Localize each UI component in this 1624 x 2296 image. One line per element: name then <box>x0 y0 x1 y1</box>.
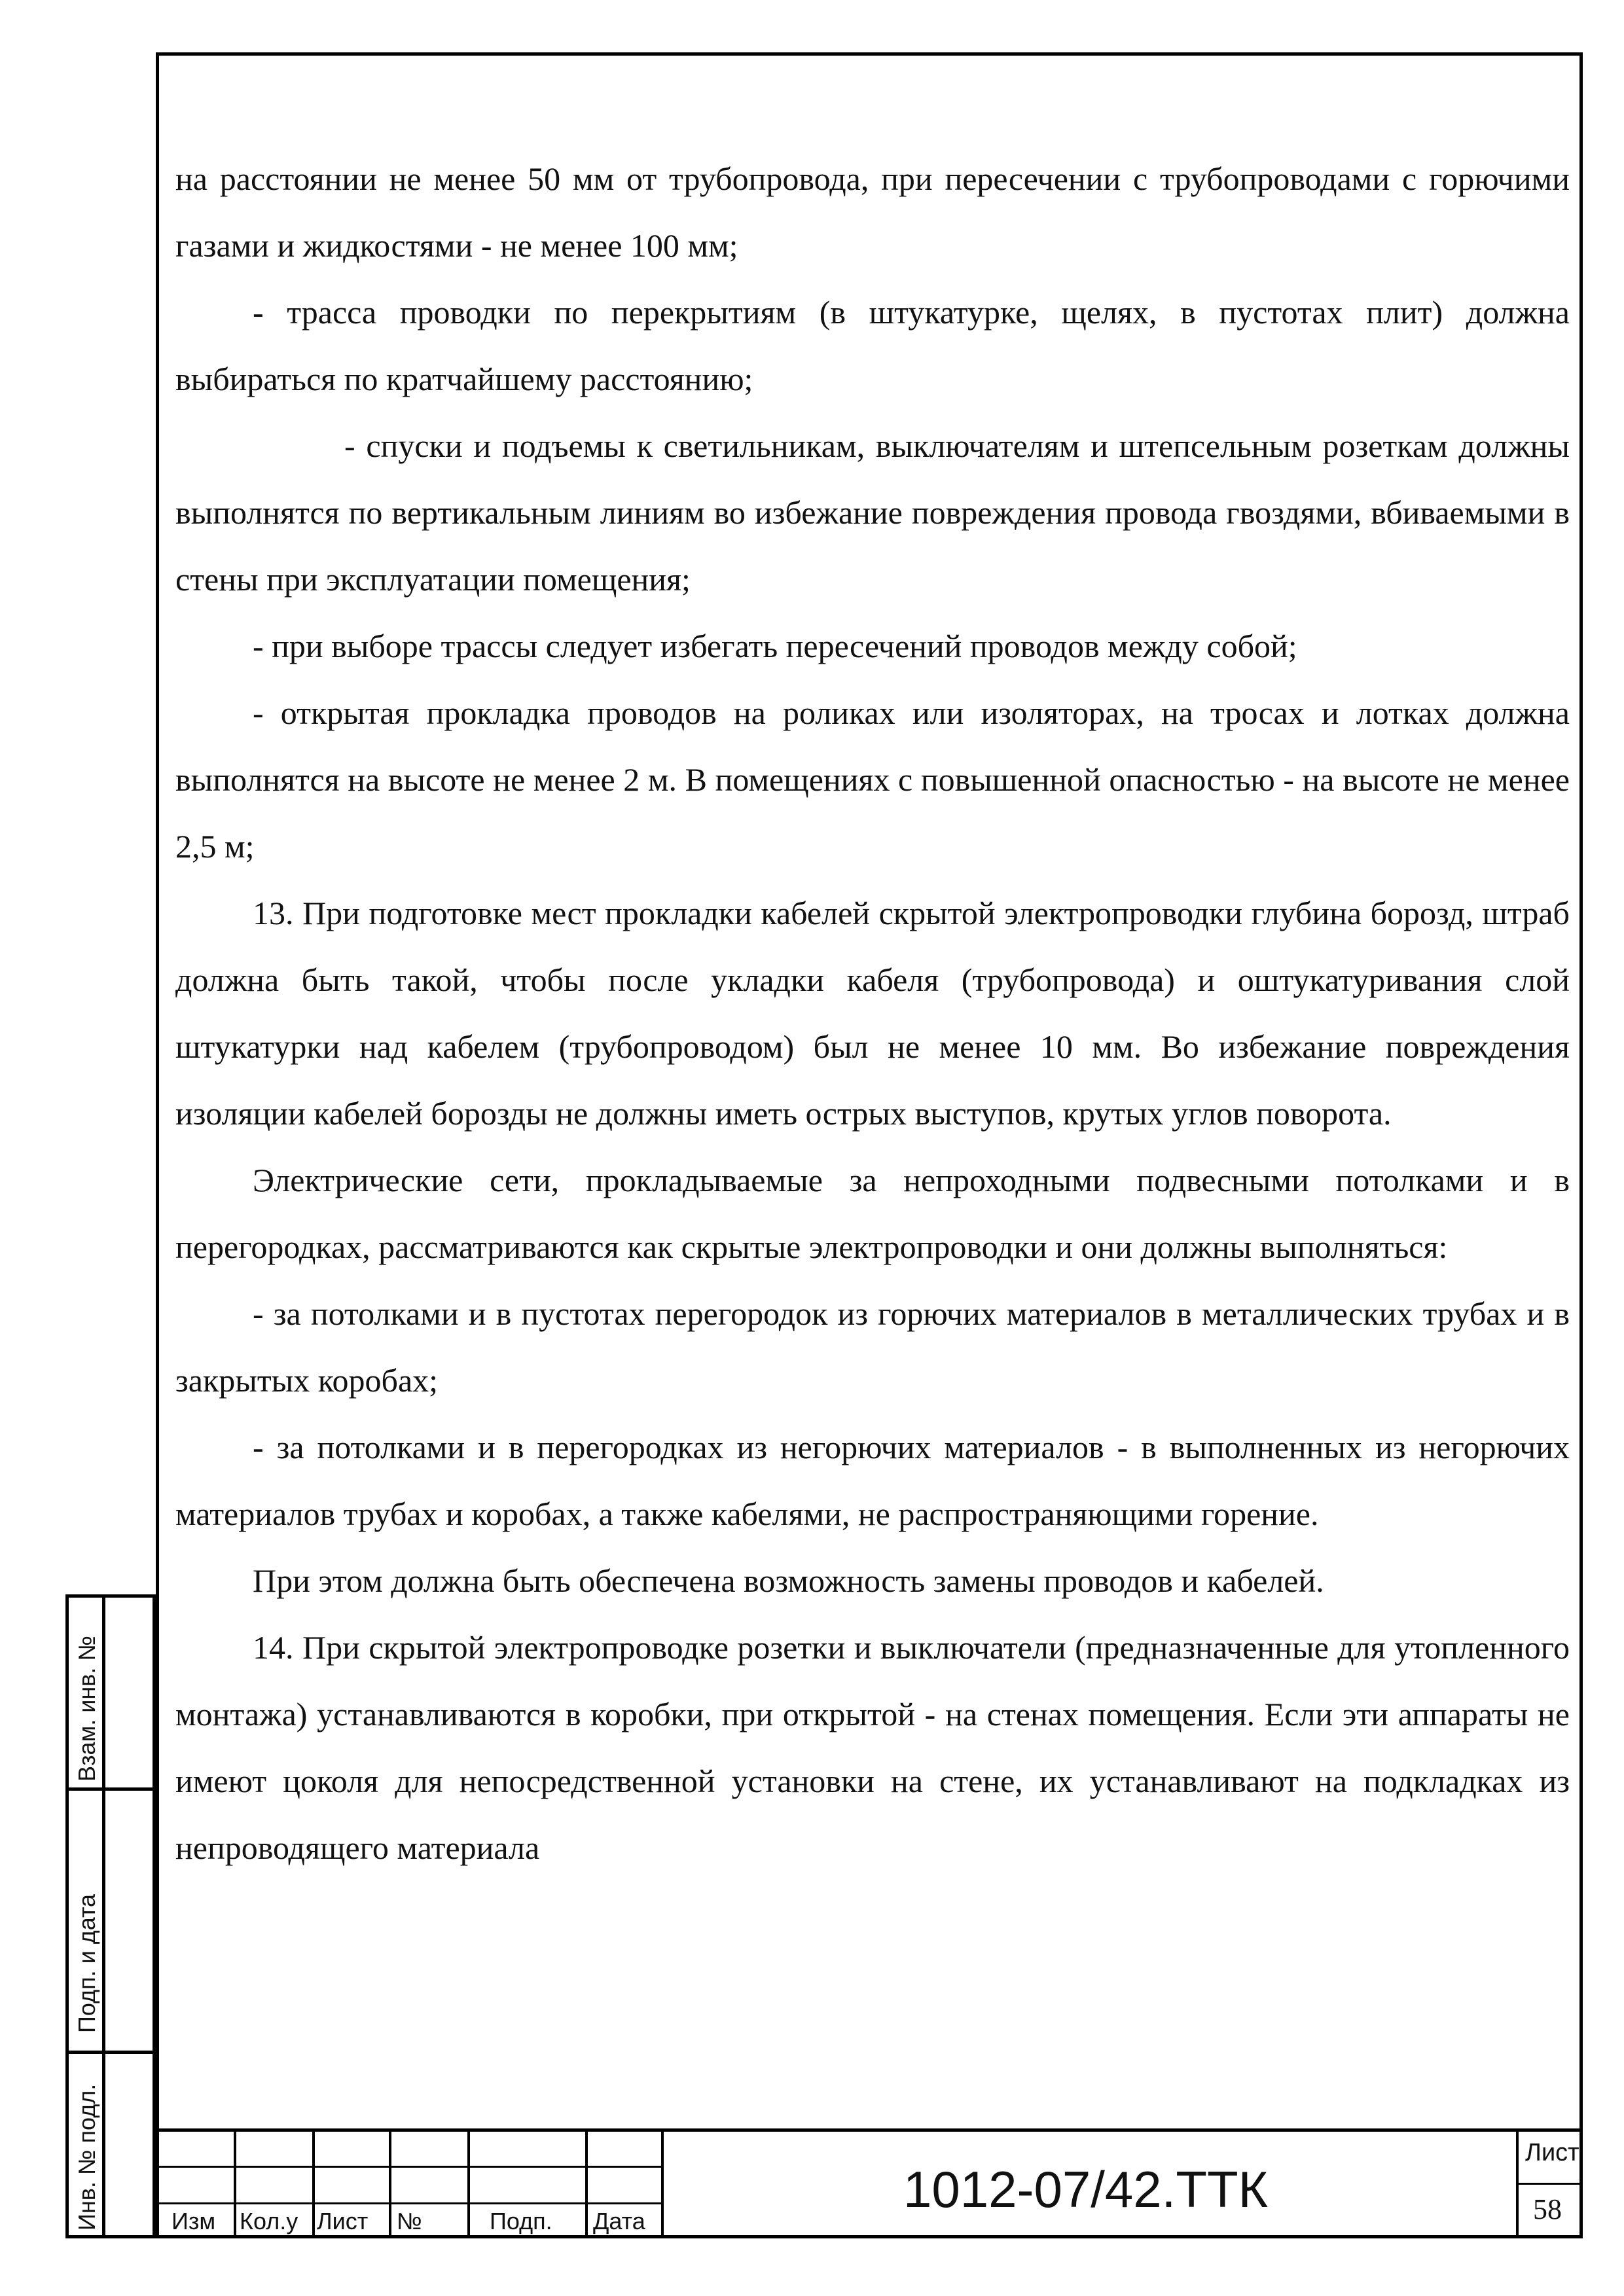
vzam-inv-label: Взам. инв. № <box>73 1635 100 1782</box>
paragraph: 13. При подготовке мест прокладки кабелей скрытой электропроводки глубина борозд, штраб должна быть такой, чтобы после укладки кабеля (трубопровода) и оштукатуривания слой штукатурки над кабелем (трубопроводом) был не менее 10 мм. Во избежание повреждения изоляции кабелей борозды не должны иметь острых выступов, крутых углов поворота. <box>175 895 1570 1132</box>
tb-hline <box>156 2166 661 2168</box>
header-izm: Изм <box>171 2208 216 2234</box>
paragraph: - за потолками и в пустотах перегородок из горючих материалов в металлических трубах и в закрытых коробах; <box>175 1295 1570 1399</box>
tb-vline <box>389 2132 391 2238</box>
sheet-label: Лист <box>1525 2139 1579 2166</box>
tb-vline <box>467 2132 470 2238</box>
paragraph: - за потолками и в перегородках из негорючих материалов - в выполненных из негорючих материалов трубах и коробах, а также кабелями, не распространяющими горение. <box>175 1429 1570 1532</box>
header-data: Дата <box>593 2208 645 2234</box>
tb-vline <box>312 2132 315 2238</box>
tb-vline <box>585 2132 588 2238</box>
side-divider <box>69 1787 153 1791</box>
tb-hline <box>1516 2183 1580 2185</box>
title-block <box>156 2128 1583 2238</box>
tb-vline <box>234 2132 236 2238</box>
tb-vline <box>661 2132 664 2238</box>
paragraph: 14. При скрытой электропроводке розетки и выключатели (предназначенные для утопленного монтажа) устанавливаются в коробки, при открытой - на стенах помещения. Если эти аппараты не имеют цоколя для непосредственной установки на стене, их устанавливают на подкладках из непроводящего материала <box>175 1629 1570 1866</box>
paragraph: - открытая прокладка проводов на роликах или изоляторах, на тросах и лотках должна выполнятся на высоте не менее 2 м. В помещениях с повышенной опасностью - на высоте не менее 2,5 м; <box>175 694 1570 865</box>
document-code: 1012-07/42.ТТК <box>903 2161 1269 2218</box>
paragraph: на расстоянии не менее 50 мм от трубопровода, при пересечении с трубопроводами с горючими газами и жидкостями - не менее 100 мм; <box>175 160 1570 264</box>
header-kolu: Кол.у <box>240 2208 298 2234</box>
sheet-number: 58 <box>1533 2193 1562 2225</box>
paragraph: - спуски и подъемы к светильникам, выключателям и штепсельным розеткам должны выполнятся по вертикальным линиям во избежание повреждения провода гвоздями, вбиваемыми в стены при эксплуатации помещения; <box>175 427 1570 598</box>
body-text <box>175 145 1570 1881</box>
inv-podl-label: Инв. № подл. <box>73 2083 100 2231</box>
paragraph: Электрические сети, прокладываемые за непроходными подвесными потолками и в перегородках, рассматриваются как скрытые электропроводки и они должны выполняться: <box>175 1162 1570 1265</box>
paragraph: При этом должна быть обеспечена возможность замены проводов и кабелей. <box>253 1562 1324 1599</box>
header-num: № <box>397 2208 422 2234</box>
tb-hline <box>156 2202 661 2204</box>
header-list: Лист <box>317 2208 369 2234</box>
tb-vline <box>1516 2132 1519 2238</box>
paragraph: - трасса проводки по перекрытиям (в штукатурке, щелях, в пустотах плит) должна выбираться по кратчайшему расстоянию; <box>175 294 1570 397</box>
paragraph: - при выборе трассы следует избегать пересечений проводов между собой; <box>253 628 1297 664</box>
side-divider <box>69 2051 153 2054</box>
podp-data-label: Подп. и дата <box>73 1893 100 2033</box>
header-podp: Подп. <box>490 2208 552 2234</box>
